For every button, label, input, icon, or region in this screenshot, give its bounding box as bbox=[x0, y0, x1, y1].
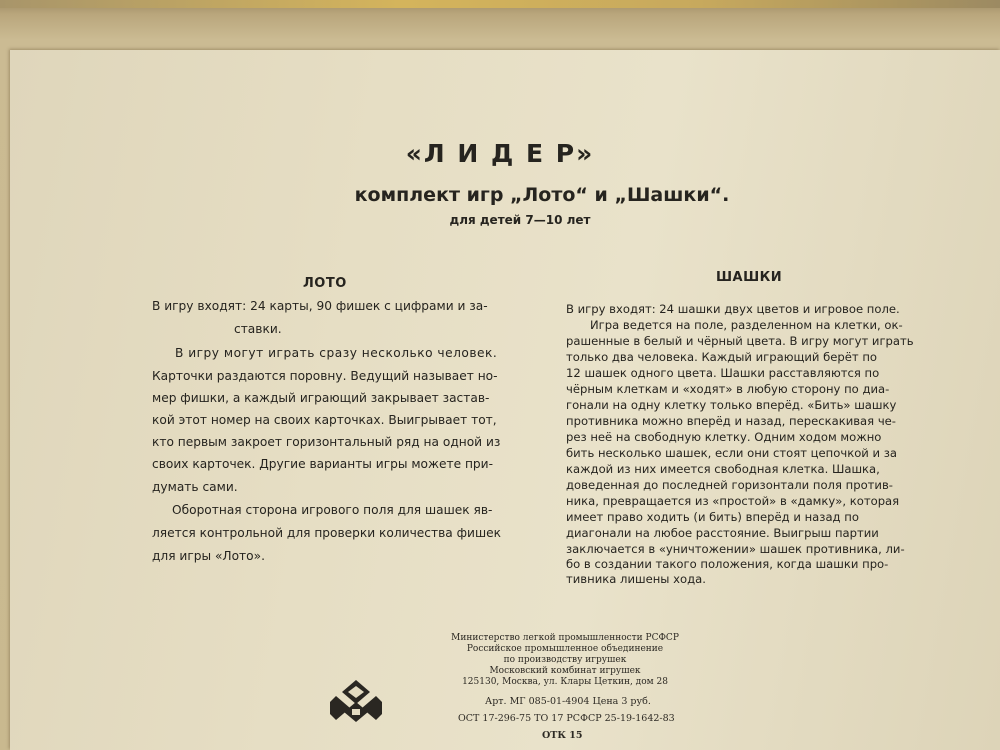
shashki-line: каждой из них имеется свободная клетка. Шашка, bbox=[566, 462, 880, 476]
loto-line: Оборотная сторона игрового поля для шашек яв- bbox=[172, 503, 493, 517]
page-subtitle: комплект игр „Лото“ и „Шашки“. bbox=[354, 184, 730, 206]
manufacturer-logo-icon bbox=[330, 678, 382, 722]
imprint-line: Московский комбинат игрушек bbox=[489, 666, 641, 676]
loto-line: своих карточек. Другие варианты игры можете при- bbox=[152, 457, 493, 471]
imprint-line: 125130, Москва, ул. Клары Цеткин, дом 28 bbox=[462, 677, 668, 687]
shashki-line: тивника лишены хода. bbox=[566, 572, 706, 586]
age-range: для детей 7—10 лет bbox=[449, 213, 591, 227]
otk-stamp: ОТК 15 bbox=[542, 730, 583, 741]
page-title: «Л И Д Е Р» bbox=[405, 139, 595, 168]
imprint-line: Министерство легкой промышленности РСФСР bbox=[451, 633, 679, 643]
shashki-line: чёрным клеткам и «ходят» в любую сторону по диа- bbox=[566, 382, 890, 396]
loto-line: мер фишки, а каждый играющий закрывает застав- bbox=[152, 391, 490, 405]
shashki-heading: ШАШКИ bbox=[716, 270, 783, 285]
shashki-line: имеет право ходить (и бить) вперёд и назад по bbox=[566, 510, 859, 524]
shashki-line: гонали на одну клетку только вперёд. «Бить» шашку bbox=[566, 398, 897, 412]
loto-line: ляется контрольной для проверки количества фишек bbox=[152, 526, 501, 540]
standards: ОСТ 17-296-75 ТО 17 РСФСР 25-19-1642-83 bbox=[458, 713, 675, 724]
shashki-line: бо в создании такого положения, когда шашки про- bbox=[566, 557, 889, 571]
imprint-line: Российское промышленное объединение bbox=[466, 644, 664, 654]
loto-line: ставки. bbox=[234, 322, 282, 336]
shashki-line: только два человека. Каждый играющий берёт по bbox=[566, 350, 878, 364]
manufacturer-imprint bbox=[440, 633, 690, 688]
shashki-line: рез неё на свободную клетку. Одним ходом можно bbox=[566, 430, 882, 444]
loto-heading: ЛОТО bbox=[303, 276, 347, 291]
shashki-line: противника можно вперёд и назад, перескакивая че- bbox=[566, 414, 896, 428]
shashki-line: 12 шашек одного цвета. Шашки расставляются по bbox=[566, 366, 880, 380]
shashki-line: В игру входят: 24 шашки двух цветов и игровое поле. bbox=[566, 302, 900, 316]
imprint-line: по производству игрушек bbox=[503, 655, 627, 665]
loto-line: думать сами. bbox=[152, 480, 238, 494]
shashki-line: диагонали на любое расстояние. Выигрыш партии bbox=[566, 526, 879, 540]
shashki-line: доведенная до последней горизонтали поля против- bbox=[566, 478, 893, 492]
loto-line: для игры «Лото». bbox=[152, 549, 265, 563]
loto-line: Карточки раздаются поровну. Ведущий называет но- bbox=[152, 369, 498, 383]
loto-line: кой этот номер на своих карточках. Выигрывает тот, bbox=[152, 413, 497, 427]
shashki-line: ника, превращается из «простой» в «дамку», которая bbox=[566, 494, 900, 508]
article-price: Арт. МГ 085-01-4904 Цена 3 руб. bbox=[485, 696, 651, 707]
shashki-line: заключается в «уничтожении» шашек противника, ли- bbox=[566, 542, 905, 556]
shashki-line: Игра ведется на поле, разделенном на клетки, ок- bbox=[590, 318, 903, 332]
shashki-line: бить несколько шашек, если они стоят цепочкой и за bbox=[566, 446, 898, 460]
loto-line: В игру входят: 24 карты, 90 фишек с цифрами и за- bbox=[152, 299, 488, 313]
loto-line: В игру могут играть сразу несколько человек. bbox=[175, 346, 498, 360]
shashki-line: рашенные в белый и чёрный цвета. В игру могут играть bbox=[566, 334, 914, 348]
box-edge bbox=[0, 0, 1000, 8]
loto-line: кто первым закроет горизонтальный ряд на одной из bbox=[152, 435, 501, 449]
